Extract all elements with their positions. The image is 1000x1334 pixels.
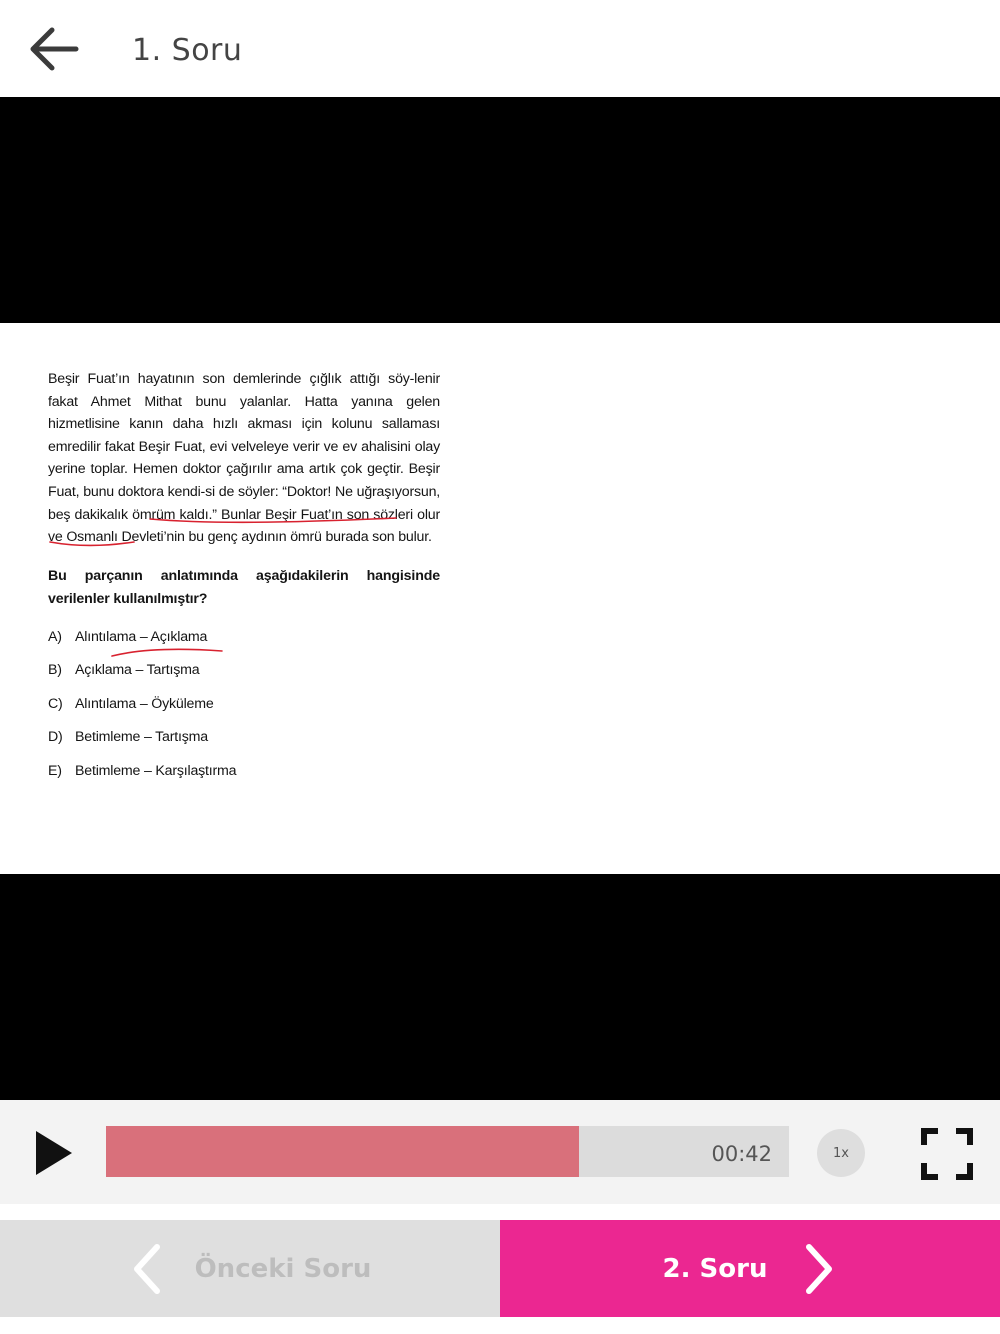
answer-options: [48, 629, 440, 797]
option-a: [48, 629, 440, 663]
arrow-left-icon: [26, 25, 80, 73]
player-controls: [0, 1100, 1000, 1204]
option-text: Betimleme – Tartışma: [75, 729, 208, 746]
option-b: [48, 662, 440, 696]
next-question-button[interactable]: [500, 1220, 1000, 1317]
option-letter: C): [48, 695, 63, 712]
progress-bar[interactable]: [106, 1126, 789, 1177]
previous-question-label: Önceki Soru: [194, 1253, 372, 1284]
question-stem: Bu parçanın anlatımında aşağıdakilerin hangisinde verilenler kullanılmıştır?: [48, 567, 440, 607]
fullscreen-icon: [921, 1128, 973, 1180]
previous-question-button[interactable]: [0, 1220, 500, 1317]
question-title: 1. Soru: [132, 33, 243, 68]
option-letter: E): [48, 762, 62, 779]
option-e: [48, 763, 440, 797]
question-passage: Beşir Fuat’ın hayatının son demlerinde çığlık attığı söy-lenir fakat Ahmet Mithat bunu yalanlar. Hatta yanına gelen hizmetlisine kanın daha hızlı akması için kolunu sallaması emredilir fakat Beşir Fuat, evi velveleye verir ve ev ahalisini olay yerine toplar. Hemen doktor çağırılır ama artık çok geçtir. Beşir Fuat, bunu doktora kendi-si de söyler: “Doktor! Ne uğraşıyorsun, beş dakikalık ömrüm kaldı.” Bunlar Beşir Fuat’ın son sözleri olur ve Osmanlı Devleti’nin bu genç aydının ömrü burada son bulur.: [48, 371, 440, 546]
option-d: [48, 729, 440, 763]
fullscreen-button[interactable]: [918, 1125, 976, 1183]
speed-button[interactable]: 1x: [817, 1129, 865, 1177]
next-question-label: 2. Soru: [662, 1253, 768, 1284]
progress-fill: [106, 1126, 579, 1177]
option-letter: D): [48, 729, 63, 746]
back-button[interactable]: [22, 20, 84, 78]
chevron-left-icon: [129, 1243, 165, 1295]
option-letter: A): [48, 628, 62, 645]
play-button[interactable]: [26, 1125, 80, 1181]
option-text: Alıntılama – Açıklama: [75, 628, 208, 645]
chevron-right-icon: [801, 1243, 837, 1295]
option-c: [48, 696, 440, 730]
time-label: 00:42: [711, 1142, 772, 1166]
option-letter: B): [48, 662, 62, 679]
option-text: Betimleme – Karşılaştırma: [75, 762, 237, 779]
option-text: Açıklama – Tartışma: [75, 662, 200, 679]
play-icon: [30, 1127, 76, 1179]
option-text: Alıntılama – Öyküleme: [75, 695, 214, 712]
top-header: [0, 0, 1000, 98]
question-content: [48, 368, 440, 796]
